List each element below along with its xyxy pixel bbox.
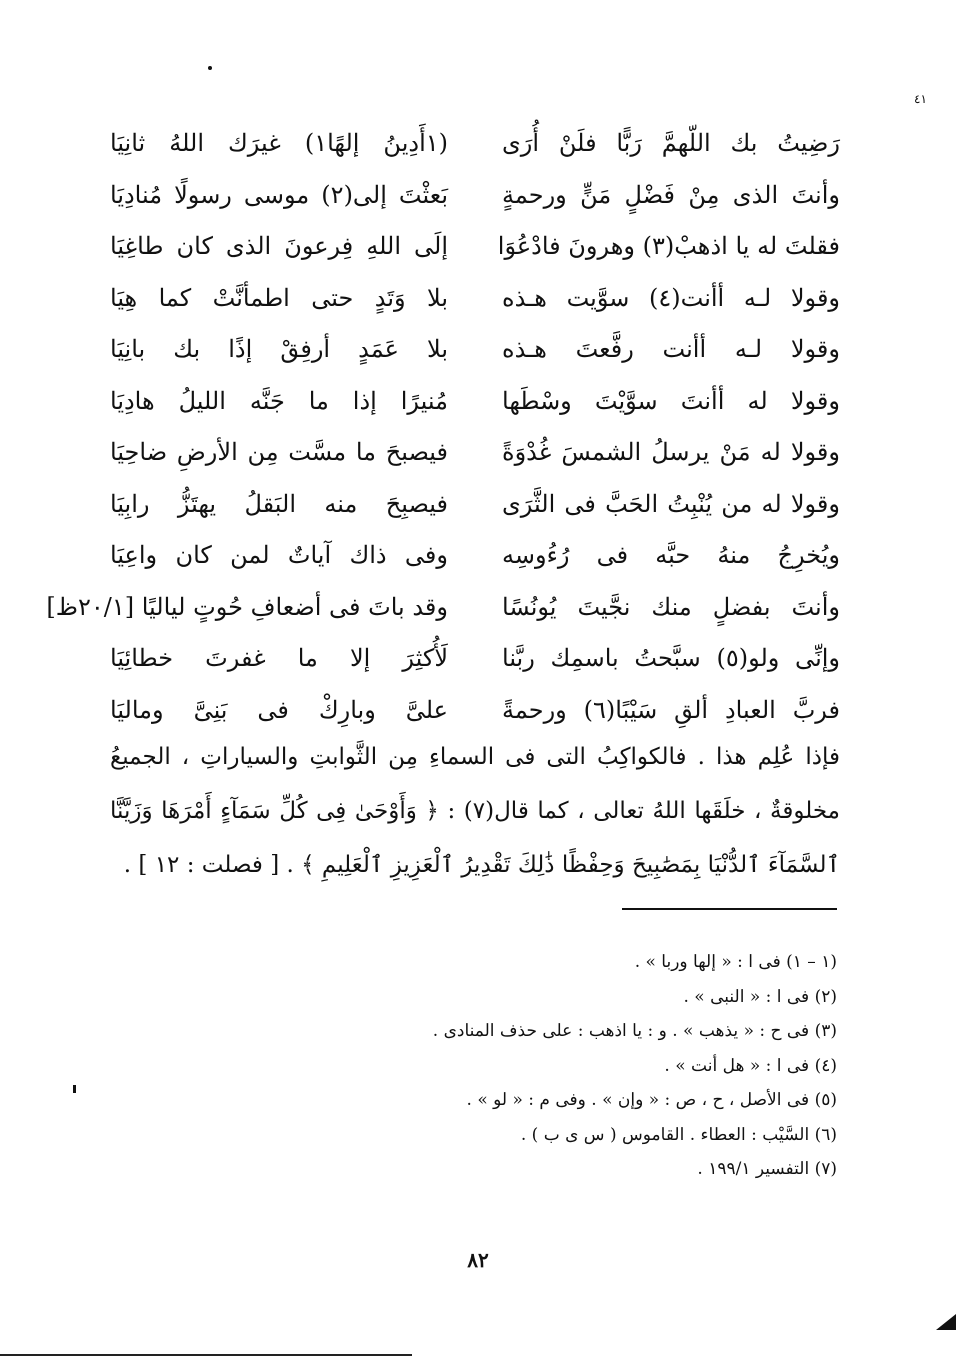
footnote: (٥) فى الأصل ، ح ، ص : « وإن » . وفى م : « لو » . bbox=[466, 1090, 837, 1110]
verse-first-hemistich: وقولا له مَنْ يرسلُ الشمسَ غُدْوَةً bbox=[502, 438, 840, 467]
verse-row bbox=[110, 170, 840, 222]
verse-second-hemistich: وقد باتَ فى أضعافِ حُوتٍ لياليًا [٢٠/١ظ] bbox=[46, 592, 448, 621]
verse-row bbox=[110, 221, 840, 273]
verse-second-hemistich: بلا وَتَدٍ حتى اطمأنَّتْ كما هِيَا bbox=[110, 283, 448, 312]
verse-second-hemistich: فيصبحَ ما مسَّت مِن الأرضِ ضاحِيَا bbox=[110, 438, 448, 467]
footnote: (٧) التفسير ١٩٩/١ . bbox=[697, 1159, 837, 1179]
verse-second-hemistich: وفى ذاك آياتٌ لمن كان واعِيَا bbox=[110, 541, 448, 570]
verse-row bbox=[110, 273, 840, 325]
verse-first-hemistich: وقولا له من يُنْبِتُ الحَبَّ فى الثَّرَى bbox=[502, 489, 840, 518]
verse-row bbox=[110, 685, 840, 737]
footnote: (٦) السَّيْب : العطاء . القاموس ( س ى ب ) . bbox=[520, 1124, 837, 1145]
verse-row bbox=[110, 479, 840, 531]
verse-second-hemistich: بَعثْتَ إلى(٢) موسى رسولًا مُنادِيَا bbox=[110, 180, 448, 209]
verse-first-hemistich: فقلتَ له يا اذهبْ(٣) وهرونَ فادْعُوَا bbox=[497, 232, 840, 261]
speck-mark bbox=[208, 66, 212, 70]
margin-mark bbox=[73, 1085, 76, 1093]
verse-first-hemistich: وقولا لـه أأنت رفَّعتَ هـذه bbox=[502, 335, 840, 364]
footnote-separator bbox=[622, 908, 837, 910]
verse-row bbox=[110, 530, 840, 582]
footnotes bbox=[237, 945, 837, 1187]
verse-row bbox=[110, 376, 840, 428]
verse-first-hemistich: وإنِّى ولو(٥) سبَّحتُ باسمِك ربَّنا bbox=[502, 644, 840, 673]
footnote: (٢) فى ا : « النبى » . bbox=[683, 986, 837, 1007]
verse-second-hemistich: مُنيرًا إذا ما جَنَّه الليلُ هادِيَا bbox=[110, 386, 448, 415]
verse-row bbox=[110, 324, 840, 376]
verse-row bbox=[110, 633, 840, 685]
verse-first-hemistich: رَضِيتُ بك اللّهمَّ رَبًّا فلَنْ أُرَى bbox=[502, 129, 840, 158]
verse-first-hemistich: فربَّ العبادِ ألقِ سَيْبًا(٦) ورحمةً bbox=[502, 695, 841, 724]
page-number: ٨٢ bbox=[467, 1248, 489, 1272]
verse-first-hemistich: وأنتَ بفضلٍ منك نجَّيتَ يُونُسًا bbox=[502, 592, 840, 621]
verse-row bbox=[46, 582, 840, 634]
verse-second-hemistich: إلَى اللهِ فِرعونَ الذى كان طاغِيَا bbox=[110, 232, 448, 261]
poem bbox=[46, 118, 841, 736]
verse-second-hemistich: (١أَدِينُ إلهًا١) غيرَك اللهُ ثانِيَا bbox=[110, 129, 448, 158]
verse-row bbox=[110, 427, 840, 479]
corner-mark: ٤١ bbox=[914, 92, 927, 106]
verse-first-hemistich: وقولا لـه أأنت(٤) سوَّيت هـذه bbox=[502, 283, 840, 312]
verse-row bbox=[110, 118, 840, 170]
verse-second-hemistich: علىَّ وبارِكْ فى بَنِىَّ وماليَا bbox=[110, 695, 448, 724]
verse-first-hemistich: ويُخرِجُ منهُ حبَّه فى رُءُوسِه bbox=[502, 541, 840, 570]
verse-first-hemistich: وأنتَ الذى مِنْ فَضْلٍ مَنٍّ ورحمةٍ bbox=[502, 180, 840, 209]
corner-triangle-mark bbox=[936, 1314, 956, 1330]
verse-second-hemistich: بلا عَمَدٍ أرفِقْ إذًا بك بانِيَا bbox=[110, 335, 448, 364]
prose-paragraph: فإذا عُلِم هذا . فالكواكِبُ التى فى السماءِ مِن الثَّوابتِ والسياراتِ ، الجميعُ مخلوقةٌ ، خلَقَها اللهُ تعالى ، كما قال(٧) : ﴿ وَأَوْحَىٰ فِى كُلِّ سَمَآءٍ أَمْرَهَا وَزَيَّنَّا ٱلسَّمَآءَ ٱلدُّنْيَا بِمَصَٰبِيحَ وَحِفْظًا ذَٰلِكَ تَقْدِيرُ ٱلْعَزِيزِ ٱلْعَلِيمِ ﴾ . [ فصلت : ١٢ ] . bbox=[110, 744, 840, 878]
verse-second-hemistich: لَأُكثِرَ إلا ما غفرتَ خطائِيَا bbox=[110, 644, 448, 673]
verse-first-hemistich: وقولا له أأنتَ سوَّيْتَ وسْطَها bbox=[502, 386, 840, 415]
footnote: (١ – ١) فى ا : « إلها وربا » . bbox=[634, 952, 837, 972]
footnote: (٤) فى ا : « هل أنت » . bbox=[664, 1055, 837, 1076]
verse-second-hemistich: فيصبِحَ منه البَقلُ يهتَزُّ رابِيَا bbox=[110, 489, 448, 518]
footnote: (٣) فى ح : « يذهب » . و : يا اذهب : على حذف المنادى . bbox=[432, 1021, 837, 1041]
scan-edge-line bbox=[0, 1354, 412, 1356]
